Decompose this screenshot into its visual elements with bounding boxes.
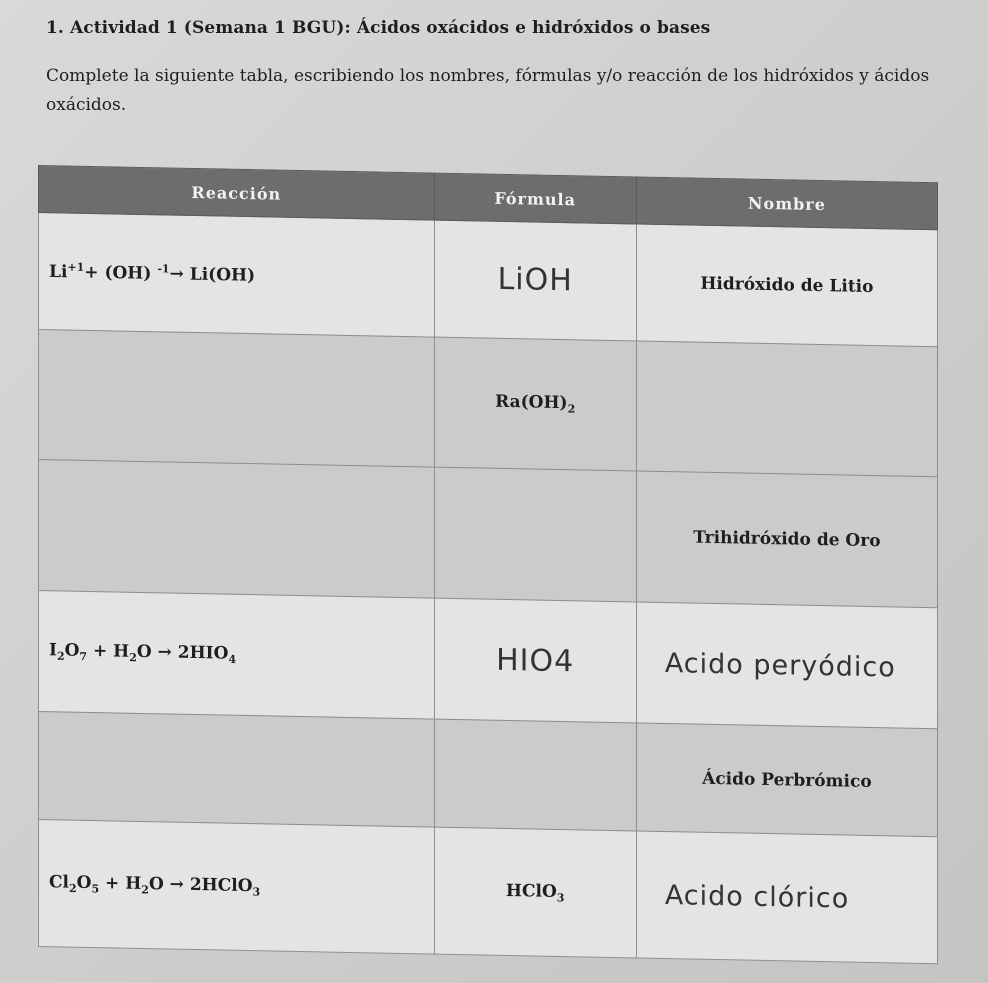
table-row (39, 460, 938, 608)
name-cell[interactable]: Acido clórico (636, 831, 937, 964)
formula-subscript: 3 (556, 891, 565, 905)
name-cell[interactable]: Trihidróxido de Oro (636, 471, 937, 608)
header-reaction: Reacción (39, 166, 435, 221)
reaction-cell-empty[interactable] (39, 711, 435, 827)
activity-instructions: Complete la siguiente tabla, escribiendo los nombres, fórmulas y/o reacción de los hidróxidos y ácidos oxácidos. (46, 66, 930, 115)
reaction-subscript: 5 (91, 882, 100, 896)
formula-text: Ra(OH) (495, 392, 568, 414)
name-cell-empty[interactable] (636, 341, 937, 478)
table-row (39, 329, 938, 477)
table-row (39, 711, 938, 837)
reaction-subscript: 2 (141, 883, 149, 897)
reaction-text: Cl (49, 872, 69, 893)
reaction-cell[interactable] (39, 591, 435, 719)
reaction-subscript: 2 (129, 650, 137, 665)
reaction-subscript: 2 (56, 649, 65, 663)
reaction-cell-empty[interactable] (39, 329, 435, 467)
reaction-charge: +1 (67, 260, 85, 274)
reaction-subscript: 3 (252, 885, 261, 899)
reaction-subscript: 4 (228, 652, 237, 667)
reaction-text: O (76, 872, 92, 893)
reaction-text: → Li(OH) (169, 264, 256, 286)
formula-cell-empty[interactable] (434, 467, 636, 602)
exercise-table-wrapper (38, 165, 938, 964)
formula-cell[interactable] (434, 827, 636, 958)
reaction-text: + (OH) (84, 262, 158, 284)
reaction-subscript: 7 (79, 650, 88, 664)
reaction-text: + H (99, 873, 142, 894)
name-cell[interactable]: Acido peryódico (636, 602, 937, 728)
activity-heading: 1. Actividad 1 (Semana 1 BGU): Ácidos oxácidos e hidróxidos o bases (46, 18, 711, 38)
name-cell[interactable]: Ácido Perbrómico (636, 723, 937, 837)
formula-cell[interactable]: HIO4 (434, 598, 636, 723)
name-cell[interactable]: Hidróxido de Litio (636, 224, 937, 346)
exercise-table (38, 165, 938, 964)
reaction-charge: -1 (157, 262, 170, 276)
reaction-text: Li (49, 261, 68, 283)
header-formula: Fórmula (434, 173, 636, 224)
table-row (39, 591, 938, 729)
reaction-text: I (49, 640, 57, 661)
formula-subscript: 2 (567, 402, 576, 416)
reaction-text: + H (87, 640, 130, 662)
formula-cell[interactable]: LiOH (434, 220, 636, 340)
formula-cell-empty[interactable] (434, 719, 636, 831)
reaction-cell[interactable] (39, 820, 435, 954)
reaction-subscript: 2 (69, 881, 77, 896)
reaction-cell-empty[interactable] (39, 460, 435, 598)
formula-cell[interactable] (434, 337, 636, 472)
table-row (39, 213, 938, 347)
reaction-text: O → 2HIO (136, 641, 229, 664)
formula-text: HClO (505, 880, 557, 902)
header-name: Nombre (636, 177, 937, 230)
reaction-cell[interactable] (39, 213, 435, 337)
table-row (39, 820, 938, 964)
reaction-text: O → 2HClO (148, 874, 253, 897)
reaction-text: O (64, 640, 80, 661)
